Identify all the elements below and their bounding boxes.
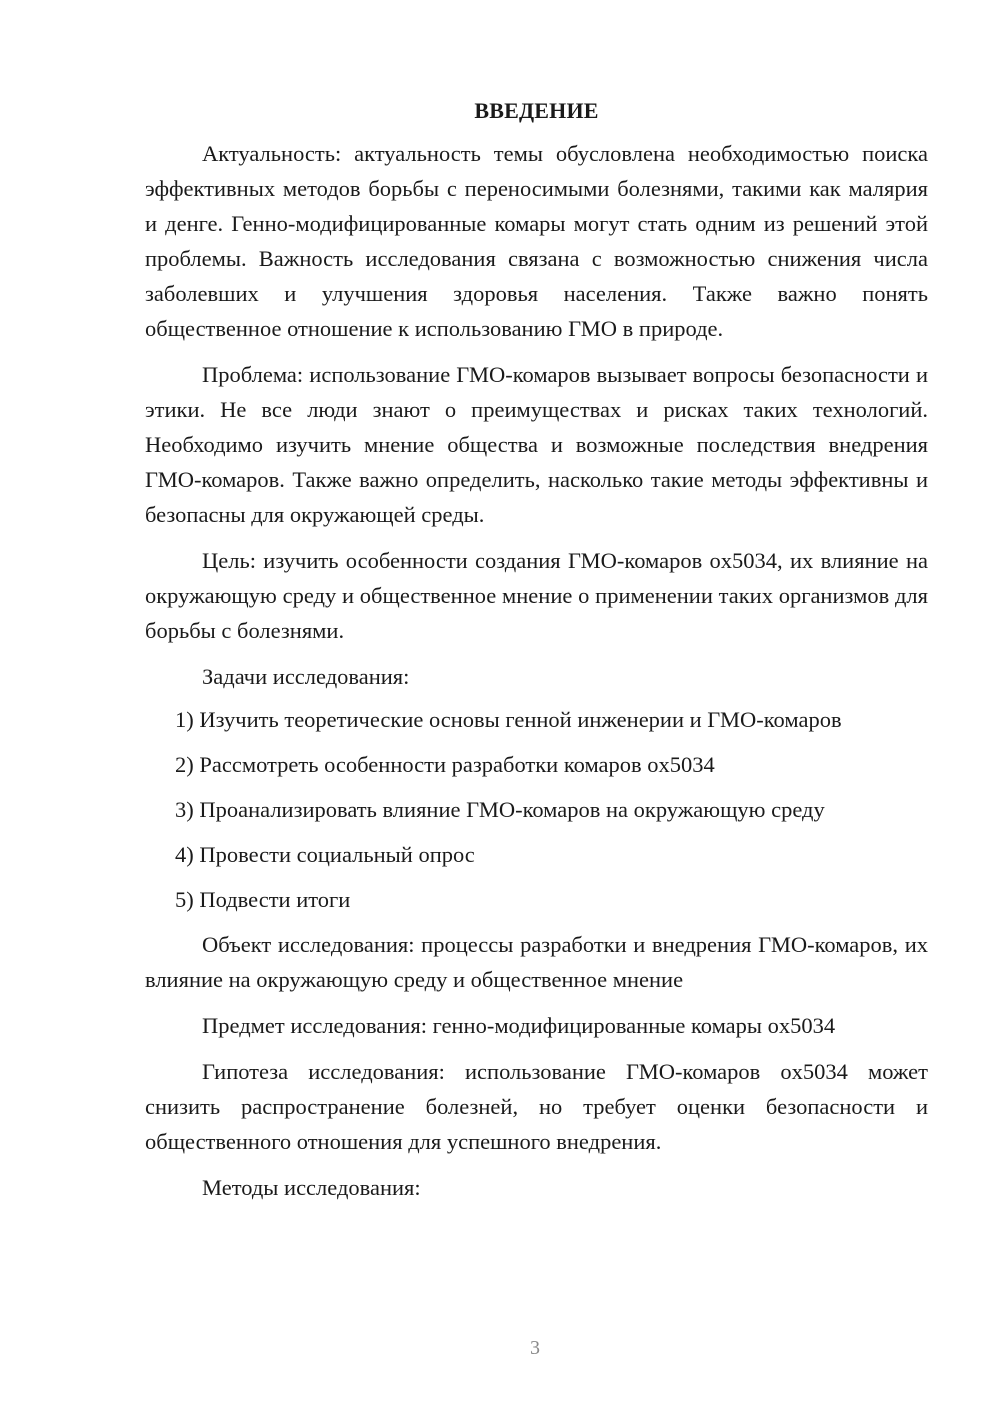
task-item: 2) Рассмотреть особенности разработки комаров ox5034 <box>175 752 715 777</box>
paragraph-relevance: Актуальность: актуальность темы обусловлена необходимостью поиска эффективных методов борьбы с переносимыми болезнями, такими как малярия и денге. Генно-модифицированные комары могут стать одним из решений этой проблемы. Важность исследования связана с возможностью снижения числа заболевших и улучшения здоровья населения. Также важно понять общественное отношение к использованию ГМО в природе. <box>145 141 928 341</box>
task-item: 4) Провести социальный опрос <box>175 842 475 867</box>
paragraph-subject: Предмет исследования: генно-модифицированные комары ox5034 <box>202 1013 836 1038</box>
task-item: 5) Подвести итоги <box>175 887 351 912</box>
task-item: 3) Проанализировать влияние ГМО-комаров на окружающую среду <box>175 797 825 822</box>
paragraph-methods: Методы исследования: <box>202 1175 421 1200</box>
paragraph-tasks-intro: Задачи исследования: <box>202 664 410 689</box>
page-heading: ВВЕДЕНИЕ <box>474 98 599 123</box>
paragraph-goal: Цель: изучить особенности создания ГМО-комаров ox5034, их влияние на окружающую среду и общественное мнение о применении таких организмов для борьбы с болезнями. <box>145 548 928 643</box>
page-number: 3 <box>530 1337 540 1359</box>
paragraph-hypothesis: Гипотеза исследования: использование ГМО-комаров ox5034 может снизить распространение болезней, но требует оценки безопасности и общественного отношения для успешного внедрения. <box>145 1059 928 1154</box>
page-content <box>145 94 928 1216</box>
task-item: 1) Изучить теоретические основы генной инженерии и ГМО-комаров <box>175 707 842 732</box>
paragraph-problem: Проблема: использование ГМО-комаров вызывает вопросы безопасности и этики. Не все люди знают о преимуществах и рисках таких технологий. Необходимо изучить мнение общества и возможные последствия внедрения ГМО-комаров. Также важно определить, насколько такие методы эффективны и безопасны для окружающей среды. <box>145 362 928 527</box>
task-list <box>145 702 928 917</box>
paragraph-object: Объект исследования: процессы разработки и внедрения ГМО-комаров, их влияние на окружающую среду и общественное мнение <box>145 932 928 992</box>
